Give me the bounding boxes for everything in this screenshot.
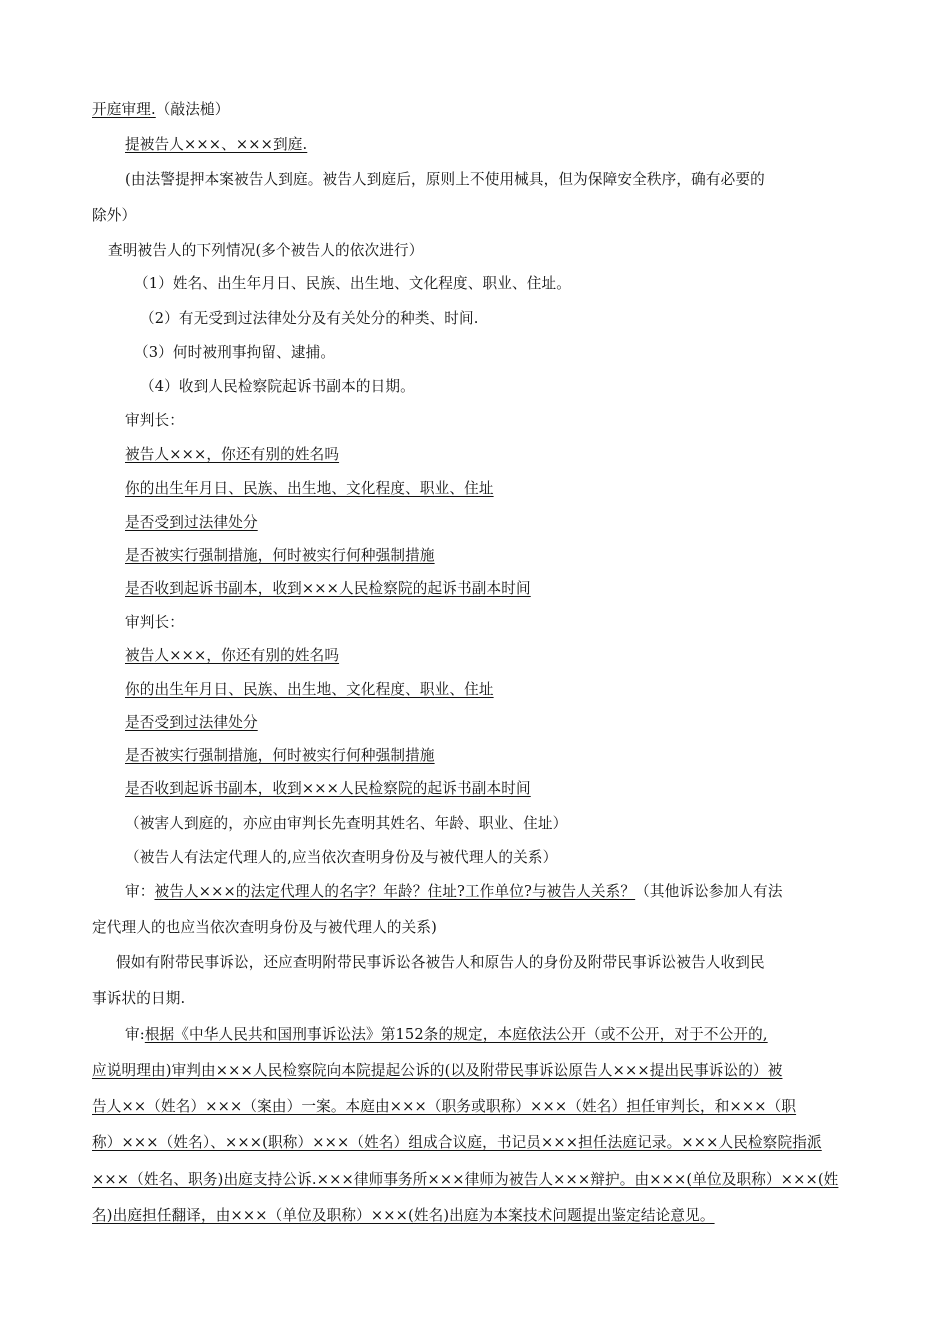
- text-line: 告人××（姓名）×××（案由）一案。本庭由×××（职务或职称）×××（姓名）担任审判长，和×××（职: [92, 1098, 797, 1115]
- text-line: [125, 1025, 768, 1045]
- text-line: 是否被实行强制措施，何时被实行何种强制措施: [125, 747, 435, 764]
- text-underlined: 开庭审理.: [92, 101, 156, 118]
- text-line: (由法警提押本案被告人到庭。被告人到庭后，原则上不使用械具，但为保障安全秩序，确有必要的: [125, 171, 765, 188]
- text-line: 提被告人×××、×××到庭.: [125, 136, 308, 153]
- text-plain: （其他诉讼参加人有法: [635, 883, 783, 900]
- text-line: 名)出庭担任翻译，由×××（单位及职称）×××(姓名)出庭为本案技术问题提出鉴定结论意见。: [92, 1207, 715, 1224]
- text-line: 审判长：: [125, 412, 184, 429]
- text-line: 被告人×××，你还有别的姓名吗: [125, 446, 340, 463]
- text-line: 是否被实行强制措施，何时被实行何种强制措施: [125, 547, 435, 564]
- text-plain: 审:: [125, 1026, 145, 1043]
- text-underlined: 根据《中华人民共和国刑事诉讼法》第152条的规定，本庭依法公开（或不公开，对于不公开的,: [144, 1026, 768, 1043]
- text-line: 是否收到起诉书副本，收到×××人民检察院的起诉书副本时间: [125, 780, 531, 797]
- text-underlined: 被告人×××的法定代理人的名字？年龄？住址?工作单位?与被告人关系？: [154, 883, 636, 900]
- text-line: 除外）: [92, 207, 137, 224]
- text-line: （被告人有法定代理人的,应当依次查明身份及与被代理人的关系）: [125, 849, 558, 866]
- text-plain: （敲法槌）: [155, 101, 230, 118]
- text-line: 定代理人的也应当依次查明身份及与被代理人的关系): [92, 919, 437, 936]
- text-line: 是否受到过法律处分: [125, 514, 258, 531]
- text-line: 是否受到过法律处分: [125, 714, 258, 731]
- text-line: （1）姓名、出生年月日、民族、出生地、文化程度、职业、住址。: [134, 275, 572, 292]
- text-line: 事诉状的日期.: [92, 990, 186, 1007]
- text-line: （3）何时被刑事拘留、逮捕。: [134, 344, 336, 361]
- text-line: 称）×××（姓名）、×××(职称）×××（姓名）组成合议庭，书记员×××担任法庭记录。×××人民检察院指派: [92, 1134, 822, 1151]
- text-line: [125, 882, 783, 902]
- text-line: 应说明理由)审判由×××人民检察院向本院提起公诉的(以及附带民事诉讼原告人×××提出民事诉讼的）被: [92, 1062, 783, 1079]
- text-line: 你的出生年月日、民族、出生地、文化程度、职业、住址: [125, 480, 494, 497]
- text-line: （被害人到庭的，亦应由审判长先查明其姓名、年龄、职业、住址）: [125, 815, 568, 832]
- text-line: 查明被告人的下列情况(多个被告人的依次进行）: [108, 242, 424, 259]
- text-plain: 审：: [125, 883, 155, 900]
- text-line: 被告人×××，你还有别的姓名吗: [125, 647, 340, 664]
- text-line: （2）有无受到过法律处分及有关处分的种类、时间.: [140, 310, 479, 327]
- text-line: 是否收到起诉书副本，收到×××人民检察院的起诉书副本时间: [125, 580, 531, 597]
- text-line: [92, 100, 230, 120]
- text-line: 你的出生年月日、民族、出生地、文化程度、职业、住址: [125, 681, 494, 698]
- text-line: （4）收到人民检察院起诉书副本的日期。: [140, 378, 415, 395]
- text-line: ×××（姓名、职务)出庭支持公诉.×××律师事务所×××律师为被告人×××辩护。由×××(单位及职称）×××(姓: [92, 1171, 839, 1188]
- text-line: 审判长：: [125, 614, 184, 631]
- text-line: 假如有附带民事诉讼，还应查明附带民事诉讼各被告人和原告人的身份及附带民事诉讼被告人收到民: [116, 954, 765, 971]
